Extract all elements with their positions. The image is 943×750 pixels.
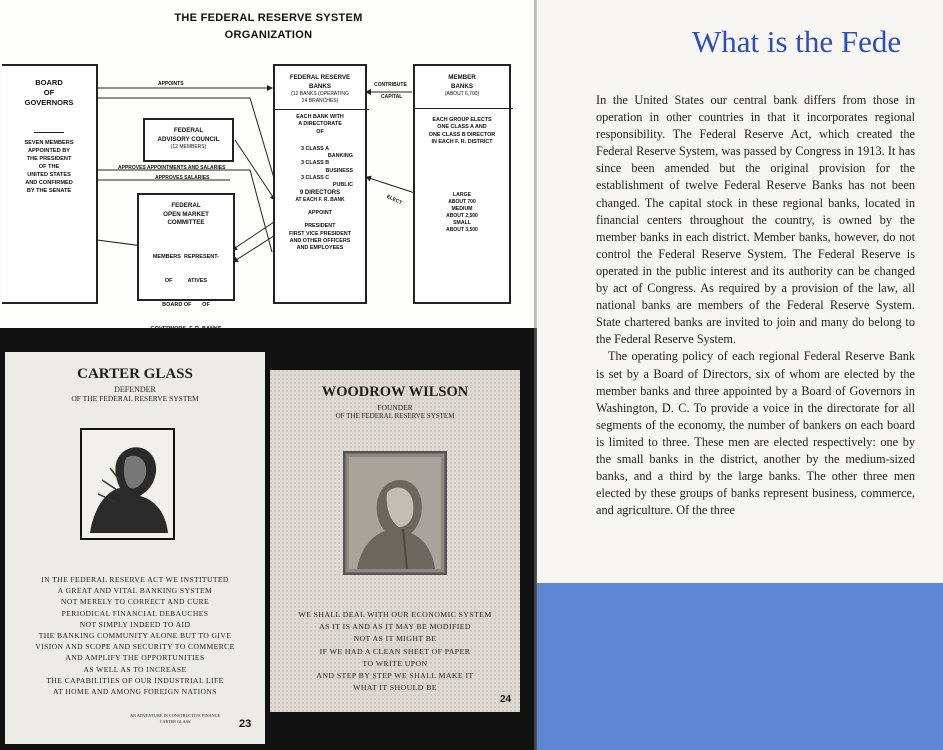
frb-item-15: AND OTHER OFFICERS	[289, 237, 351, 244]
member-desc-1: EACH GROUP ELECTS	[432, 117, 492, 123]
frb-item-2: A DIRECTORATE	[298, 121, 342, 128]
page-number-24: 24	[500, 694, 512, 705]
board-desc-5: UNITED STATES	[27, 172, 71, 178]
carter-quote-line: AND AMPLIFY THE OPPORTUNITIES	[65, 653, 205, 663]
member-size-small-count: ABOUT 3,500	[446, 227, 478, 234]
frb-item-13: PRESIDENT	[304, 223, 336, 230]
fomc-title-2: OPEN MARKET	[163, 210, 209, 218]
wilson-portrait	[343, 451, 447, 575]
carter-quote-line: A GREAT AND VITAL BANKING SYSTEM	[57, 586, 213, 596]
wilson-quote-line: NOT AS IT MIGHT BE	[353, 634, 437, 644]
wilson-quote-line: AS IT IS AND AS IT MAY BE MODIFIED	[319, 622, 471, 632]
wilson-role-2: OF THE FEDERAL RESERVE SYSTEM	[335, 412, 455, 420]
frb-item-10: 9 DIRECTORS	[299, 189, 341, 196]
frb-item-12: APPOINT	[308, 209, 332, 216]
chart-title-line-2: ORGANIZATION	[224, 29, 313, 41]
woodrow-wilson-plaque	[270, 370, 520, 712]
frb-item-7: BUSINESS	[325, 167, 353, 174]
frb-title-2: BANKS	[308, 82, 331, 90]
board-title-2: OF	[43, 88, 55, 97]
frb-item-16: AND EMPLOYEES	[296, 245, 344, 252]
member-size-medium: MEDIUM	[451, 206, 473, 213]
carter-quote-line: NOT SIMPLY INDEED TO AID	[79, 619, 191, 629]
wilson-name: WOODROW WILSON	[321, 384, 469, 400]
advisory-sub: (12 MEMBERS)	[170, 144, 207, 150]
wilson-quote-line: TO WRITE UPON	[362, 658, 428, 668]
board-desc-7: BY THE SENATE	[26, 188, 72, 194]
member-title-2: BANKS	[450, 82, 473, 90]
fomc-row-3: BOARD OF OF	[162, 301, 210, 308]
frb-item-11: AT EACH F. R. BANK	[295, 196, 345, 203]
board-of-governors-box	[2, 64, 98, 304]
label-approves-salaries: APPROVES SALARIES	[155, 175, 210, 181]
frb-sub-2: 24 BRANCHES)	[301, 98, 339, 104]
carter-quote-line: NOT MERELY TO CORRECT AND CURE	[60, 597, 210, 607]
article-title: What is the Fede	[692, 24, 902, 59]
carter-quote-line: VISION AND SCOPE AND SECURITY TO COMMERCE	[35, 642, 235, 652]
board-desc-2: APPOINTED BY	[28, 148, 70, 154]
frb-item-5: BANKING	[327, 153, 353, 160]
wilson-role-1: FOUNDER	[377, 403, 413, 412]
blue-color-band	[537, 583, 943, 750]
member-desc-2: ONE CLASS A AND	[437, 124, 487, 131]
carter-role-2: OF THE FEDERAL RESERVE SYSTEM	[71, 394, 199, 403]
carter-quote-line: AS WELL AS TO INCREASE	[83, 664, 187, 674]
article-body	[596, 92, 915, 519]
board-desc-1: SEVEN MEMBERS	[24, 140, 74, 146]
member-size-medium-count: ABOUT 2,500	[446, 213, 478, 220]
article-paragraph-1: In the United States our central bank differs from those in operation in other countries in that it incorporates regional responsibility. The Federal Reserve Act, which created the Federal Reserve System, was passed by Congress in 1913. It has since been amended but the original provision for the establishment of twelve Federal Reserve Banks has not been changed. The capital stock in these regional banks, located in financial centers throughout the country, is owned by the member banks in each district. Member banks, however, do not control the Federal Reserve System. The Federal Reserve is operated in the public interest and its authority can be changed by act of Congress. As required by a provision of the law, all national banks are members of the Federal Reserve System. State chartered banks are invited to join and many do belong to the Federal Reserve System.	[596, 93, 915, 347]
member-banks-box	[413, 64, 511, 304]
frb-sub-1: (12 BANKS (OPERATING	[291, 91, 349, 97]
member-desc-4: IN EACH F. R. DISTRICT	[431, 138, 493, 145]
chart-title-line-1: THE FEDERAL RESERVE SYSTEM	[174, 12, 363, 24]
carter-attribution-2: CARTER GLASS	[159, 719, 191, 724]
advisory-title-2: ADVISORY COUNCIL	[157, 135, 220, 143]
organization-chart	[0, 0, 537, 332]
label-appoints: APPOINTS	[158, 81, 184, 87]
wilson-quote-line: AND STEP BY STEP WE SHALL MAKE IT	[316, 671, 474, 681]
frb-item-1: EACH BANK WITH	[296, 114, 344, 120]
frb-title-1: FEDERAL RESERVE	[289, 74, 351, 81]
right-page	[537, 0, 943, 750]
member-size-large-count: ABOUT 700	[448, 199, 476, 206]
frb-item-9: PUBLIC	[332, 182, 353, 189]
frb-item-3: OF	[316, 128, 324, 135]
member-size-small: SMALL	[453, 220, 471, 227]
page-number-23: 23	[239, 718, 252, 730]
member-size-large: LARGE	[452, 192, 472, 199]
frb-item-8: 3 CLASS C	[301, 175, 330, 182]
fomc-box	[137, 193, 235, 332]
member-title-1: MEMBER	[448, 74, 476, 81]
frb-item-14: FIRST VICE PRESIDENT	[288, 230, 351, 237]
frb-item-6: 3 CLASS B	[301, 160, 330, 167]
carter-quote	[5, 574, 265, 697]
board-desc-6: AND CONFIRMED	[25, 180, 73, 186]
carter-attribution	[115, 713, 235, 725]
board-title-1: BOARD	[35, 78, 63, 87]
carter-quote-line: AT HOME AND AMONG FOREIGN NATIONS	[53, 687, 217, 697]
wilson-quote	[270, 609, 520, 694]
carter-quote-line: PERIODICAL FINANCIAL DEBAUCHES	[61, 608, 209, 618]
carter-role-1: DEFENDER	[114, 385, 156, 394]
label-elect: ELECT	[385, 193, 403, 207]
fomc-title-3: COMMITTEE	[167, 219, 205, 226]
wilson-quote-line: WHAT IT SHOULD BE	[353, 683, 437, 693]
member-desc-3: ONE CLASS B DIRECTOR	[428, 131, 496, 138]
label-contribute: CONTRIBUTE	[374, 82, 407, 88]
carter-quote-line: THE CAPABILITIES OF OUR INDUSTRIAL LIFE	[46, 675, 224, 685]
label-approves-appointments: APPROVES APPOINTMENTS AND SALARIES	[118, 165, 226, 171]
board-desc-3: THE PRESIDENT	[26, 156, 72, 162]
board-desc-4: OF THE	[38, 164, 60, 170]
member-sub: (ABOUT 6,700)	[444, 91, 480, 97]
fomc-row-2: OF ATIVES	[164, 277, 208, 284]
wilson-quote-line: IF WE HAD A CLEAN SHEET OF PAPER	[319, 646, 471, 656]
carter-quote-line: THE BANKING COMMUNITY ALONE BUT TO GIVE	[38, 631, 232, 641]
carter-attribution-1: AN ADVENTURE IN CONSTRUCTIVE FINANCE	[129, 713, 221, 718]
frb-item-4: 3 CLASS A	[301, 145, 329, 152]
fomc-row-4: GOVERNORS F. R. BANKS	[150, 325, 222, 332]
article-paragraph-2: The operating policy of each regional Federal Reserve Bank is set by a Board of Directors, six of whom are elected by the member banks and three appointed by a Board of Governors in Washington, D. C. To provide a voice in the directorate for all segments of the economy, the number of bankers on each board is limited to three. These men are elected respectively: one by the small banks in the district, another by the medium-sized banks, and a third by the large banks. The other three men elected by these groups of banks represent business, commerce, and agriculture. Of the three	[596, 349, 915, 518]
label-capital: CAPITAL	[381, 94, 403, 100]
carter-glass-plaque	[5, 352, 265, 744]
federal-reserve-banks-box	[273, 64, 367, 304]
carter-portrait	[80, 428, 175, 540]
fomc-row-1: MEMBERS REPRESENT-	[152, 253, 220, 260]
wilson-quote-line: WE SHALL DEAL WITH OUR ECONOMIC SYSTEM	[298, 610, 492, 619]
board-title-3: GOVERNORS	[24, 98, 74, 107]
carter-quote-line: IN THE FEDERAL RESERVE ACT WE INSTITUTED	[41, 575, 229, 584]
fomc-title-1: FEDERAL	[171, 202, 201, 209]
advisory-council-box	[143, 118, 234, 162]
carter-name: CARTER GLASS	[77, 366, 193, 382]
advisory-title-1: FEDERAL	[173, 127, 204, 134]
